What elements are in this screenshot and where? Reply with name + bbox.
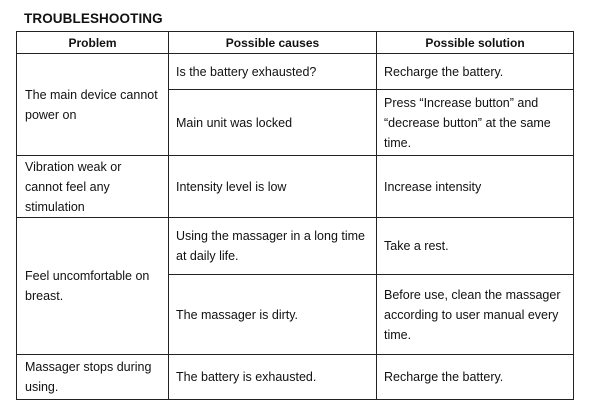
header-problem: Problem (17, 32, 169, 54)
solution-cell: Take a rest. (377, 218, 574, 275)
solution-cell: Recharge the battery. (377, 54, 574, 90)
solution-cell: Increase intensity (377, 156, 574, 218)
problem-cell: Massager stops during using. (17, 355, 169, 400)
table-row (17, 54, 574, 90)
problem-cell: The main device cannot power on (17, 54, 169, 156)
cause-cell: The battery is exhausted. (169, 355, 377, 400)
table-row (17, 218, 574, 275)
problem-cell: Vibration weak or cannot feel any stimulation (17, 156, 169, 218)
table-row (17, 355, 574, 400)
cause-cell: Using the massager in a long time at daily life. (169, 218, 377, 275)
solution-cell: Before use, clean the massager according to user manual every time. (377, 275, 574, 355)
section-title: TROUBLESHOOTING (24, 11, 163, 26)
troubleshooting-table (16, 31, 574, 400)
header-possible-solution: Possible solution (377, 32, 574, 54)
solution-cell: Press “Increase button” and “decrease button” at the same time. (377, 90, 574, 156)
cause-cell: Is the battery exhausted? (169, 54, 377, 90)
cause-cell: Intensity level is low (169, 156, 377, 218)
problem-cell: Feel uncomfortable on breast. (17, 218, 169, 355)
header-possible-causes: Possible causes (169, 32, 377, 54)
table-header-row (17, 32, 574, 54)
cause-cell: The massager is dirty. (169, 275, 377, 355)
cause-cell: Main unit was locked (169, 90, 377, 156)
solution-cell: Recharge the battery. (377, 355, 574, 400)
table-row (17, 156, 574, 218)
